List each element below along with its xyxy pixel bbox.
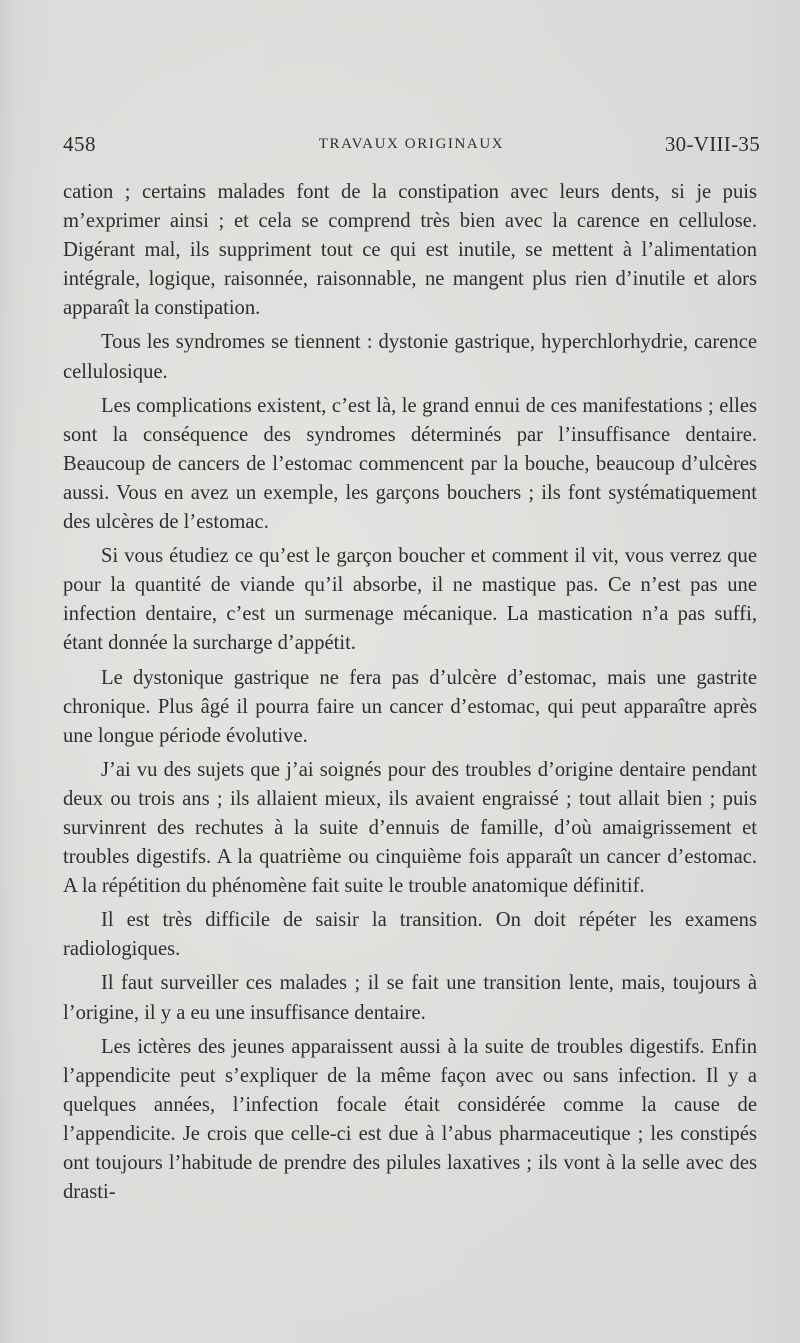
paragraph: Les complications existent, c’est là, le grand ennui de ces manifestations ; elles sont la conséquence des syndromes déterminés par l’insuffisance dentaire. Beaucoup de cancers de l’estomac commencent par la bouche, beaucoup d’ulcères aussi. Vous en avez un exemple, les garçons bouchers ; ils font systématiquement des ulcères de l’estomac.: [63, 394, 757, 534]
paragraph: Il faut surveiller ces malades ; il se fait une transition lente, mais, toujours à l’origine, il y a eu une insuffisance dentaire.: [63, 972, 757, 1024]
paragraph: J’ai vu des sujets que j’ai soignés pour des troubles d’origine dentaire pendant deux ou trois ans ; ils allaient mieux, ils avaient engraissé ; tout allait bien ; puis survinrent des rechutes à la suite d’ennuis de famille, d’où amaigrissement et troubles digestifs. A la quatrième ou cinquième fois apparaît un cancer d’estomac. A la répétition du phénomène fait suite le trouble anatomique définitif.: [63, 758, 757, 898]
issue-date: 30-VIII-35: [664, 132, 760, 156]
paragraph: Les ictères des jeunes apparaissent aussi à la suite de troubles digestifs. Enfin l’appendicite peut s’expliquer de la même façon avec ou sans infection. Il y a quelques années, l’infection focale était considérée comme la cause de l’appendicite. Je crois que celle-ci est due à l’abus pharmaceutique ; les constipés ont toujours l’habitude de prendre des pilules laxatives ; ils vont à la selle avec des drasti-: [63, 1035, 757, 1204]
page-header: [63, 132, 760, 160]
page-number: 458: [63, 132, 96, 156]
paragraph-continuation: cation ; certains malades font de la constipation avec leurs dents, si je puis m’exprimer ainsi ; et cela se comprend très bien avec la carence en cellulose. Digérant mal, ils suppriment tout ce qui est inutile, se mettent à l’alimentation intégrale, logique, raisonnée, raisonnable, ne mangent plus rien d’inutile et alors apparaît la constipation.: [63, 181, 757, 320]
running-title: TRAVAUX ORIGINAUX: [318, 136, 505, 152]
paragraph: Il est très difficile de saisir la transition. On doit répéter les examens radiologiques.: [63, 909, 757, 961]
paragraph: Le dystonique gastrique ne fera pas d’ulcère d’estomac, mais une gastrite chronique. Plus âgé il pourra faire un cancer d’estomac, qui peut apparaître après une longue période évolutive.: [63, 666, 757, 747]
paragraph: Si vous étudiez ce qu’est le garçon boucher et comment il vit, vous verrez que pour la quantité de viande qu’il absorbe, il ne mastique pas. Ce n’est pas une infection dentaire, c’est un surmenage mécanique. La mastication n’a pas suffi, étant donnée la surcharge d’appétit.: [63, 545, 757, 655]
article-body: [63, 178, 757, 1212]
paragraph: Tous les syndromes se tiennent : dystonie gastrique, hyperchlorhydrie, carence cellulosique.: [63, 331, 757, 383]
